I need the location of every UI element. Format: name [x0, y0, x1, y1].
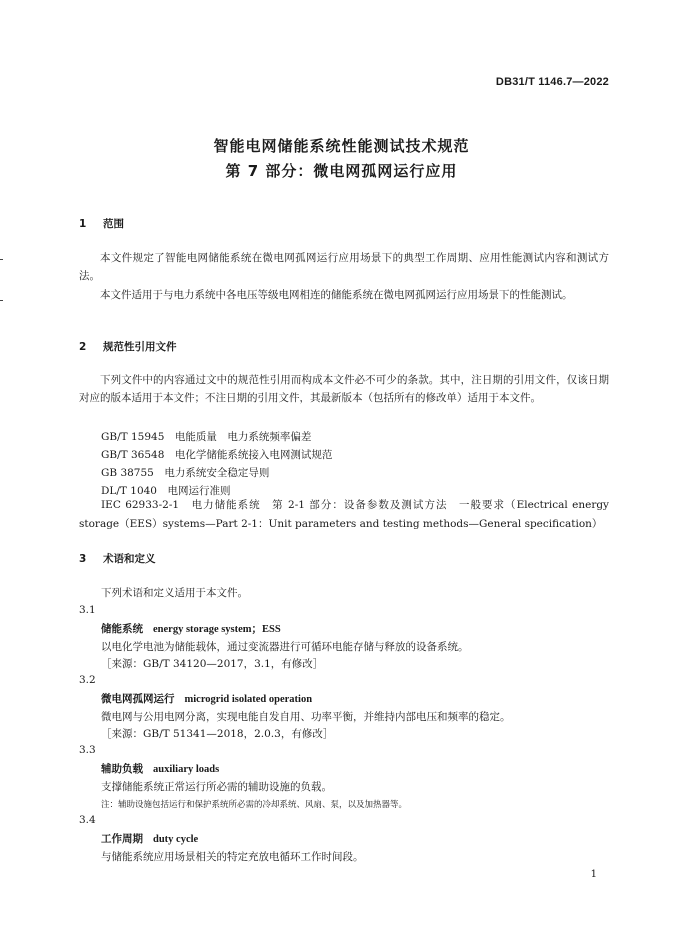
document-subtitle: 第 7 部分：微电网孤网运行应用: [225, 162, 458, 180]
term-number: 3.3: [79, 744, 96, 756]
section-title: 术语和定义: [103, 553, 156, 565]
term-heading: [101, 831, 198, 846]
term-zh: 储能系统: [101, 623, 143, 635]
section-3-heading: [79, 551, 156, 566]
term-number: 3.1: [79, 604, 96, 616]
term-en: auxiliary loads: [153, 764, 220, 775]
scope-paragraph-1: 本文件规定了智能电网储能系统在微电网孤网运行应用场景下的典型工作周期、应用性能测试内容和测试方法。: [79, 252, 609, 282]
term-en: duty cycle: [153, 834, 199, 845]
term-heading: [101, 621, 281, 636]
term-note: 注：辅助设施包括运行和保护系统所必需的冷却系统、风扇、泵，以及加热器等。: [101, 800, 408, 810]
references-intro: 下列文件中的内容通过文中的规范性引用而构成本文件必不可少的条款。其中，注日期的引用文件，仅该日期对应的版本适用于本文件；不注日期的引用文件，其最新版本（包括所有的修改单）适用于本文件。: [79, 374, 609, 404]
term-definition: 支撑储能系统正常运行所必需的辅助设施的负载。: [101, 781, 332, 793]
term-zh: 微电网孤网运行: [101, 693, 175, 705]
term-zh: 工作周期: [101, 833, 143, 845]
page-number: 1: [590, 869, 597, 880]
scope-paragraph-2: 本文件适用于与电力系统中各电压等级电网相连的储能系统在微电网孤网运行应用场景下的性能测试。: [100, 289, 573, 301]
term-source: ［来源：GB/T 34120—2017，3.1，有修改］: [101, 658, 324, 670]
margin-mark: [0, 300, 3, 301]
section-number: 3: [79, 553, 87, 565]
term-definition: 以电化学电池为储能载体，通过变流器进行可循环电能存储与释放的设备系统。: [101, 641, 469, 653]
section-title: 规范性引用文件: [103, 341, 177, 353]
reference-item: GB/T 15945 电能质量 电力系统频率偏差: [101, 431, 312, 443]
term-definition: 与储能系统应用场景相关的特定充放电循环工作时间段。: [101, 851, 364, 863]
term-zh: 辅助负载: [101, 763, 143, 775]
term-number: 3.2: [79, 674, 96, 686]
term-number: 3.4: [79, 814, 96, 826]
reference-item: DL/T 1040 电网运行准则: [101, 485, 231, 497]
margin-mark: [0, 259, 3, 260]
term-source: ［来源：GB/T 51341—2018，2.0.3，有修改］: [101, 728, 334, 740]
term-definition: 微电网与公用电网分离，实现电能自发自用、功率平衡，并维持内部电压和频率的稳定。: [101, 711, 511, 723]
term-heading: [101, 691, 312, 706]
reference-item: GB/T 36548 电化学储能系统接入电网测试规范: [101, 449, 333, 461]
document-title: 智能电网储能系统性能测试技术规范: [213, 137, 470, 155]
terms-intro: 下列术语和定义适用于本文件。: [101, 587, 248, 599]
reference-item: GB 38755 电力系统安全稳定导则: [101, 467, 270, 479]
section-number: 2: [79, 341, 87, 353]
section-number: 1: [79, 218, 87, 230]
reference-item-iec: IEC 62933-2-1 电力储能系统 第 2-1 部分：设备参数及测试方法 一般要求（Electrical energy storage（EES）systems—Part 2-1：Unit parameters and testing methods—General specification）: [79, 499, 609, 530]
section-2-heading: [79, 339, 177, 354]
term-en: energy storage system；ESS: [153, 624, 281, 635]
term-en: microgrid isolated operation: [184, 694, 313, 705]
section-title: 范围: [103, 218, 124, 230]
term-heading: [101, 761, 219, 776]
standard-number: DB31/T 1146.7—2022: [495, 76, 609, 88]
section-1-heading: [79, 216, 124, 231]
